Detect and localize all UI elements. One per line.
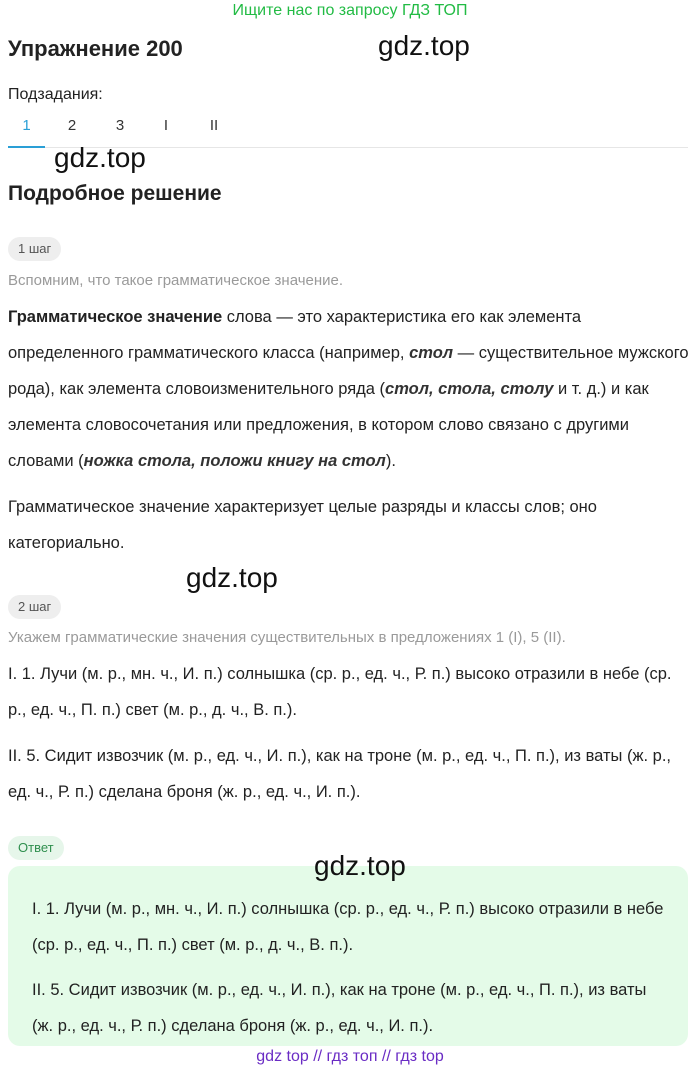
answer-sentence: I. 1. Лучи (м. р., мн. ч., И. п.) солнышка (ср. р., ед. ч., Р. п.) высоко отразили в небе (ср. р., ед. ч., П. п.) свет (м. р., д. ч., В. п.). bbox=[32, 900, 664, 954]
example: ножка стола, положи книгу на стол bbox=[83, 452, 386, 470]
answer-sentence: II. 5. Сидит извозчик (м. р., ед. ч., И. п.), как на троне (м. р., ед. ч., П. п.), из ваты (ж. р., ед. ч., Р. п.) сделана броня (ж. р., ед. ч., И. п.). bbox=[32, 981, 647, 1035]
watermark: gdz.top bbox=[314, 850, 406, 881]
answer-badge: Ответ bbox=[8, 836, 64, 860]
tab-ii[interactable]: II bbox=[209, 117, 219, 134]
subtasks-label: Подзадания: bbox=[8, 86, 103, 103]
step-hint: Вспомним, что такое грамматическое значение. bbox=[8, 272, 344, 289]
text: — существительное мужского рода), как элемента словоизменительного ряда ( bbox=[8, 344, 689, 398]
watermark: gdz.top bbox=[186, 562, 278, 593]
footer-links[interactable]: gdz top // гдз топ // гдз top bbox=[256, 1048, 444, 1065]
term: Грамматическое значение bbox=[8, 308, 223, 326]
tab-2[interactable]: 2 bbox=[67, 117, 77, 134]
definition-paragraph bbox=[8, 299, 692, 479]
text: и т. д.) и как элемента словосочетания или предложения, в котором слово связано с другими словами ( bbox=[8, 380, 649, 470]
answer-box bbox=[8, 866, 688, 1046]
watermark: gdz.top bbox=[54, 142, 146, 173]
section-title: Подробное решение bbox=[8, 182, 222, 205]
sentence-analysis: I. 1. Лучи (м. р., мн. ч., И. п.) солнышка (ср. р., ед. ч., Р. п.) высоко отразили в небе (ср. р., ед. ч., П. п.) свет (м. р., д. ч., В. п.). bbox=[8, 665, 672, 719]
step-badge: 2 шаг bbox=[8, 595, 61, 619]
step-badge: 1 шаг bbox=[8, 237, 61, 261]
example: стол, стола, столу bbox=[385, 380, 554, 398]
tab-i[interactable]: I bbox=[163, 117, 169, 134]
sentence-analysis: II. 5. Сидит извозчик (м. р., ед. ч., И. п.), как на троне (м. р., ед. ч., П. п.), из ваты (ж. р., ед. ч., Р. п.) сделана броня (ж. р., ед. ч., И. п.). bbox=[8, 747, 672, 801]
text: ). bbox=[385, 452, 396, 470]
watermark: gdz.top bbox=[378, 30, 470, 61]
tab-3[interactable]: 3 bbox=[115, 117, 125, 134]
page-title: Упражнение 200 bbox=[8, 36, 183, 61]
text: слова — это характеристика его как элемента определенного грамматического класса (например, bbox=[8, 308, 582, 362]
tab-1[interactable]: 1 bbox=[8, 116, 45, 148]
step-hint: Укажем грамматические значения существительных в предложениях 1 (I), 5 (II). bbox=[8, 629, 566, 646]
promo-banner: Ищите нас по запросу ГДЗ ТОП bbox=[232, 2, 468, 19]
paragraph: Грамматическое значение характеризует целые разряды и классы слов; оно категориально. bbox=[8, 498, 597, 552]
example: стол bbox=[409, 344, 454, 362]
